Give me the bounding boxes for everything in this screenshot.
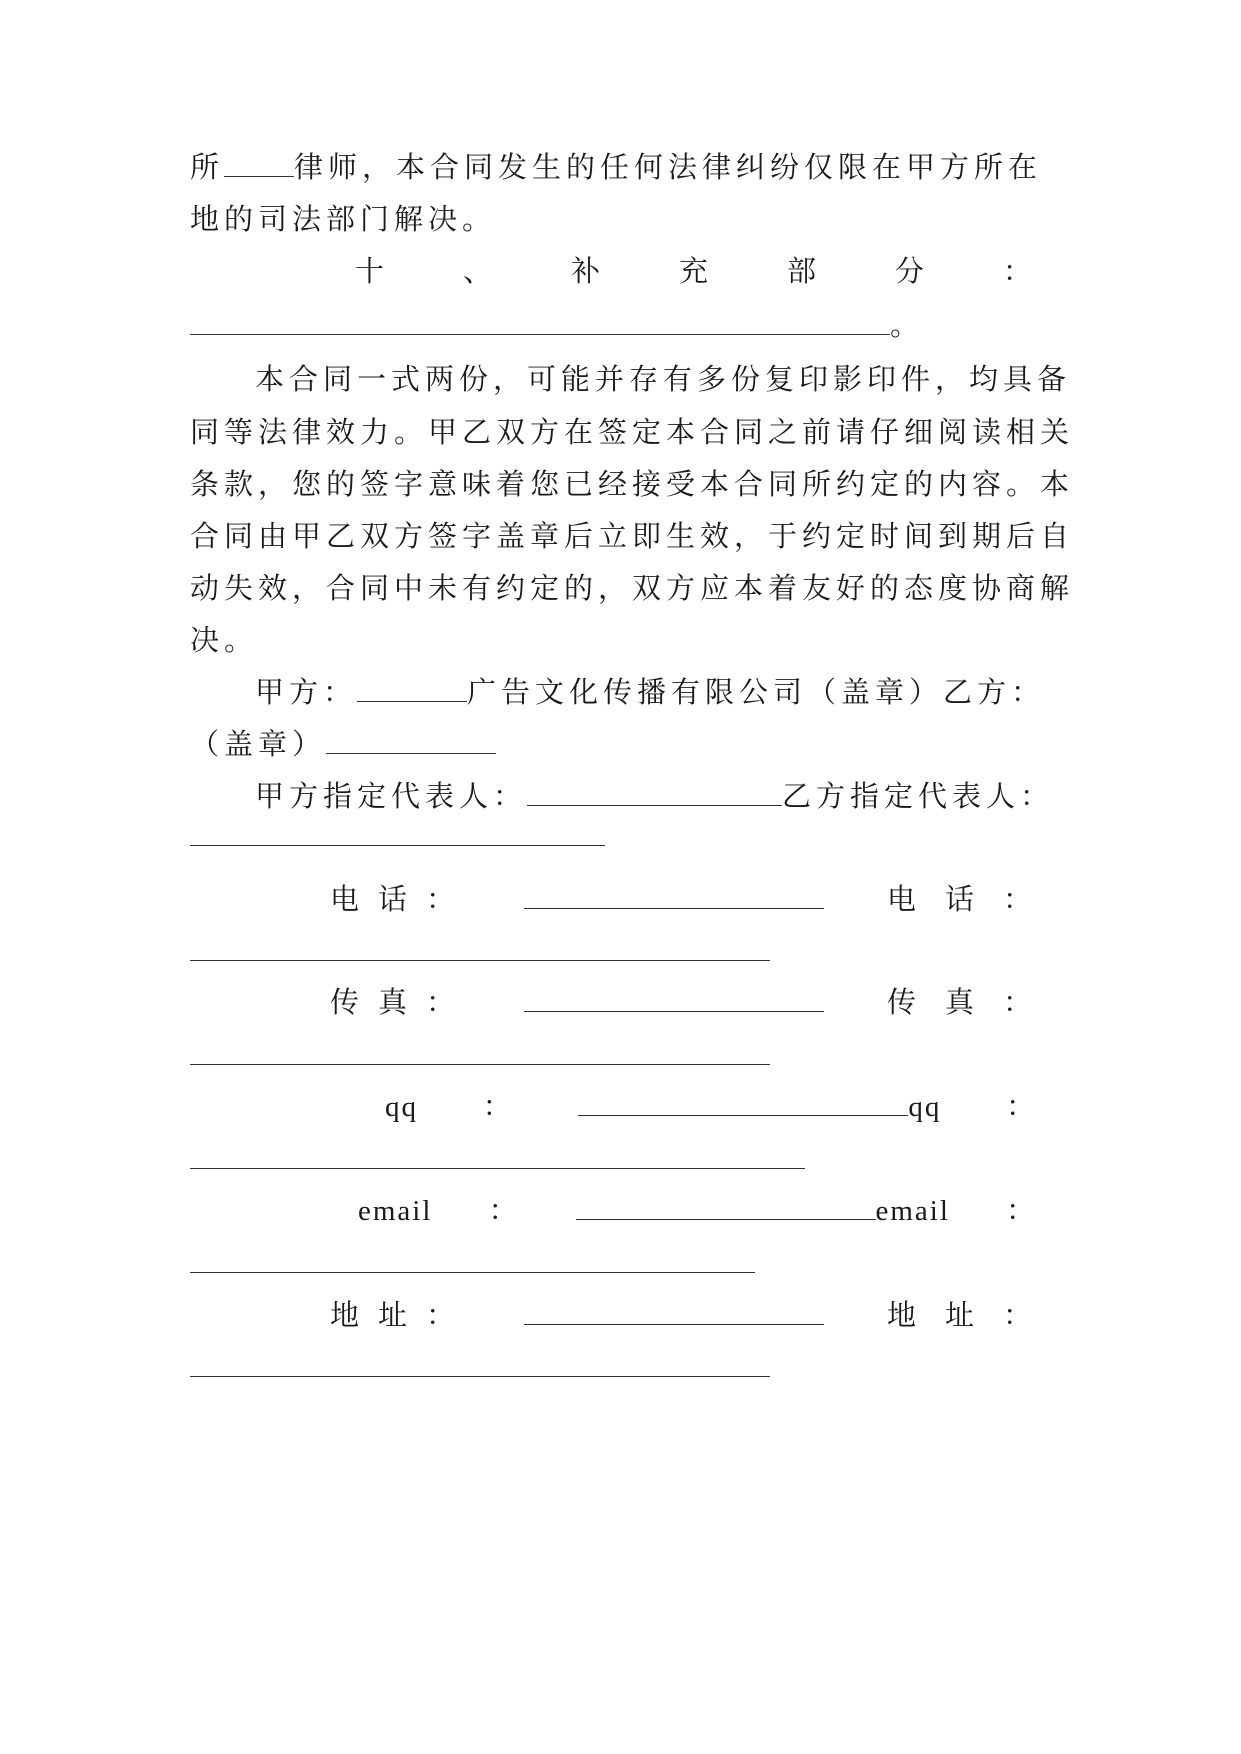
rep-a-label: 甲方指定代表人： xyxy=(255,779,528,813)
para-line: 动失效，合同中未有约定的，双方应本着友好的态度协商解 xyxy=(190,571,1075,605)
heading-char: 补 xyxy=(570,254,605,288)
para-line: 本合同一式两份，可能并存有多份复印影印件，均具备 xyxy=(255,362,1072,396)
email-label-b: email xyxy=(875,1195,950,1227)
address-a-blank[interactable] xyxy=(524,1300,824,1325)
party-b-seal: （盖章） xyxy=(190,727,327,761)
qq-row xyxy=(385,1078,1037,1136)
phone-label-b xyxy=(887,870,1037,928)
rep-b-label: 乙方指定代表人： xyxy=(782,779,1055,813)
label-char: 真 xyxy=(944,985,979,1019)
phone-b-blank[interactable] xyxy=(190,960,770,961)
address-b-blank[interactable] xyxy=(190,1376,770,1377)
address-row xyxy=(330,1286,1037,1344)
fax-label-a xyxy=(330,973,460,1031)
label-char: ： xyxy=(425,882,460,916)
colon: ： xyxy=(488,1195,520,1227)
heading-char: 十 xyxy=(355,254,390,288)
text-fragment: 律师，本合同发生的任何法律纠纷仅限在甲方所在 xyxy=(294,150,1043,184)
label-char: 话 xyxy=(377,882,412,916)
fill-in-blank[interactable] xyxy=(224,152,294,177)
label-char: ： xyxy=(425,1298,460,1332)
clause-line-2: 地的司法部门解决。 xyxy=(190,202,497,236)
label-char: 地 xyxy=(887,1298,922,1332)
text-fragment: 所 xyxy=(190,150,225,184)
qq-b-blank[interactable] xyxy=(190,1168,805,1169)
para-line: 决。 xyxy=(190,623,259,657)
heading-char: 、 xyxy=(462,254,497,288)
phone-label-a xyxy=(330,870,460,928)
label-char: 址 xyxy=(377,1298,412,1332)
heading-char: 部 xyxy=(786,254,821,288)
fill-in-blank[interactable] xyxy=(190,310,890,335)
para-line: 条款，您的签字意味着您已经接受本合同所约定的内容。本 xyxy=(190,467,1075,501)
clause-line-1 xyxy=(190,138,1050,196)
colon: ： xyxy=(1005,1091,1037,1123)
email-a-blank[interactable] xyxy=(576,1195,876,1220)
representative-line xyxy=(255,767,1055,825)
email-row xyxy=(358,1182,1037,1240)
qq-label-b: qq xyxy=(908,1091,942,1123)
para-line: 同等法律效力。甲乙双方在签定本合同之前请仔细阅读相关 xyxy=(190,415,1075,449)
text-fragment: 。 xyxy=(890,308,925,342)
party-a-name-blank[interactable] xyxy=(357,677,467,702)
address-label-b xyxy=(887,1286,1037,1344)
label-char: 话 xyxy=(944,882,979,916)
label-char: 传 xyxy=(887,985,922,1019)
heading-char: 充 xyxy=(678,254,713,288)
email-middle xyxy=(576,1182,950,1240)
label-char: 电 xyxy=(887,882,922,916)
section-10-blank-line xyxy=(190,296,1050,354)
label-char: ： xyxy=(1002,985,1037,1019)
fax-b-blank[interactable] xyxy=(190,1064,770,1065)
section-10-heading xyxy=(355,242,1037,300)
party-b-line xyxy=(190,715,1050,773)
label-char: 传 xyxy=(330,985,365,1019)
party-a-company: 广告文化传播有限公司（盖章）乙方： xyxy=(467,675,1046,709)
rep-b-blank[interactable] xyxy=(190,845,605,846)
qq-middle xyxy=(578,1078,941,1136)
label-char: ： xyxy=(1002,1298,1037,1332)
label-char: 址 xyxy=(944,1298,979,1332)
heading-char: ： xyxy=(1002,254,1037,288)
rep-a-blank[interactable] xyxy=(527,781,782,806)
qq-label-a: qq xyxy=(385,1091,418,1123)
party-a-line xyxy=(255,663,1050,721)
heading-char: 分 xyxy=(894,254,929,288)
fax-label-b xyxy=(887,973,1037,1031)
fax-a-blank[interactable] xyxy=(524,987,824,1012)
colon: ： xyxy=(1005,1195,1037,1227)
colon: ： xyxy=(482,1091,514,1123)
label-char: ： xyxy=(425,985,460,1019)
fax-row xyxy=(330,973,1037,1031)
label-char: ： xyxy=(1002,882,1037,916)
label-char: 电 xyxy=(330,882,365,916)
email-b-blank[interactable] xyxy=(190,1272,755,1273)
address-label-a xyxy=(330,1286,460,1344)
label-char: 地 xyxy=(330,1298,365,1332)
party-b-name-blank[interactable] xyxy=(326,729,496,754)
label-char: 真 xyxy=(377,985,412,1019)
qq-a-blank[interactable] xyxy=(578,1091,908,1116)
phone-a-blank[interactable] xyxy=(524,884,824,909)
email-label-a: email xyxy=(358,1195,433,1227)
party-a-label: 甲方： xyxy=(255,675,358,709)
para-line: 合同由甲乙双方签字盖章后立即生效，于约定时间到期后自 xyxy=(190,519,1075,553)
phone-row xyxy=(330,870,1037,928)
